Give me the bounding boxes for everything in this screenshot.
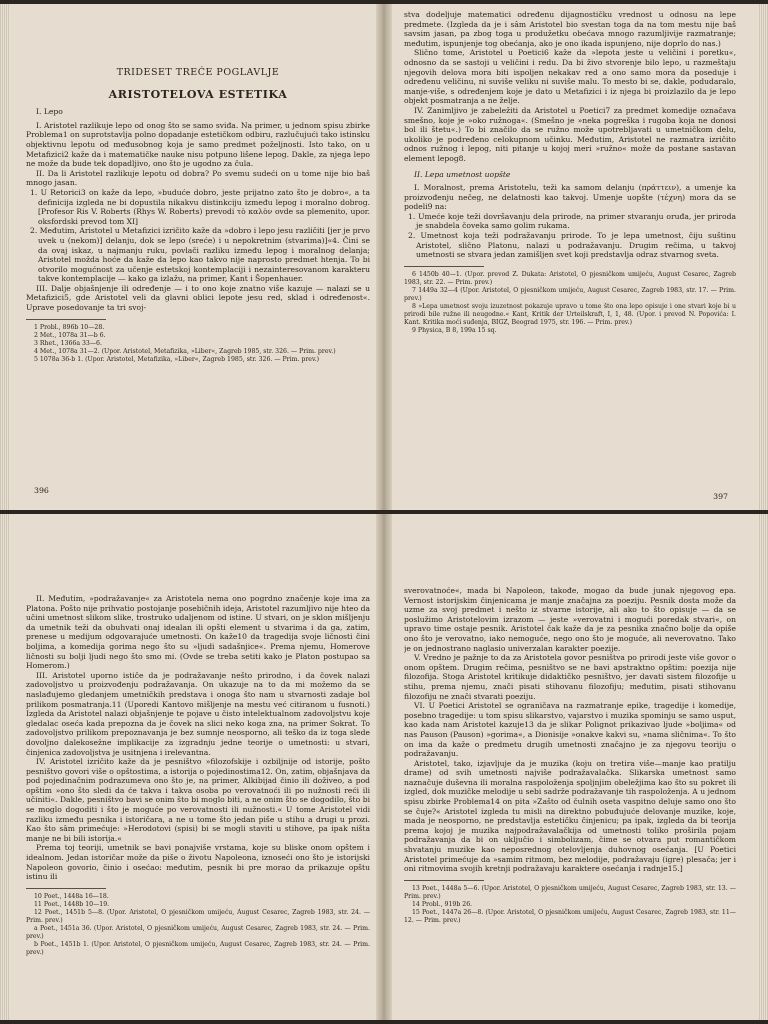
footnotes bbox=[26, 893, 370, 957]
paragraph: IV. Aristotel izričito kaže da je pesništvo »filozofskije i ozbiljnije od istorije, pošto pesništvo govori više o opštostima, a istorija o pojedinostima12. On, zatim, objašnjava da pod pojedinačnim podrazumeva ono što je, na primer, Alkibijad činio ili doživeo, a pod opštim »ono što sledi da će takva i takva osoba po verovatnoći ili po nužnosti reći ili učiniti«. Dakle, pesništvo bavi se onim što bi moglo biti, a ne onim što se dogodilo, što bi se moglo dogoditi i što je moguće po verovatnosti ili nužnosti.« U tome Aristotel vidi razliku između pesnika i istoričara, a ne u tome što jedan piše u stihu a drugi u prozi. Kao što sâm primećuje: »Herodotovi (spisi) bi se mogli staviti u stihove, pa ipak ništa manje ne bi bili istorija.« bbox=[26, 757, 370, 843]
page-399 bbox=[404, 586, 736, 1020]
footnote: 3 Rhet., 1366a 33—6. bbox=[34, 339, 102, 347]
paragraph: Slično tome, Aristotel u Poetici6 kaže da »lepota jeste u veličini i poretku«, odnosno da se sastoji u veličini i redu. Da bi živo stvorenje bilo lepo, u razmeštaju njegovih delova mora biti ispoljen nekakav red a ono samo mora da poseduje i određenu veličinu, ni suviše veliku ni suviše malu. To mesto bi se, dakle, podudaralo, manje-više, s određenjem koje je dato u Metafizici i iz njega bi proizlazilo da je lepo objekt posmatranja a ne želje. bbox=[404, 48, 736, 106]
footnote: 1 Probl., 896b 10—28. bbox=[34, 323, 105, 331]
page-edges-left bbox=[0, 4, 10, 510]
footnotes bbox=[26, 324, 370, 364]
paragraph: sverovatnoće«, mada bi Napoleon, takođe, mogao da bude junak njegovog epa. Vernost istorijskim činjenicama je manje značajna za poeziju. Pesnik dosta može da uzme za svoj predmet i nešto iz stvarne istorije, ali ako to što opisuje — da se poslužimo Aristotelovim izrazom — jeste »verovatni i mogući poredak stvari«, on upravo time ostaje pesnik. Aristotel čak kaže da je za pesnika značno bolje da opiše ono što je verovatno, iako nemoguće, nego ono što je moguće, ali neverovatno. Tako je on jednostrano naglasio univerzalan karakter poezije. bbox=[404, 586, 736, 653]
paragraph: V. Vredno je pažnje to da za Aristotela govor pesništva po prirodi jeste više govor o onom opštem. Drugim rečima, pesništvo se ne bavi apstraktno opštim: poezija nije filozofija. Stoga Aristotel kritikuje didaktičko pesništvo, jer davati sistem filozofije u stihu, prema njemu, znači pisati stihovanu filozofiju; međutim, pisati stihovanu filozofiju ne znači stvarati poeziju. bbox=[404, 653, 736, 701]
bottom-spread bbox=[0, 514, 768, 1020]
page-397 bbox=[404, 10, 736, 510]
paragraph: Aristotel, tako, izjavljuje da je muzika (koju on tretira više—manje kao pratilju drame) od svih umetnosti najviše podražavalačka. Slikarska umetnost samo naznačuje duševna ili moralna raspoloženja spoljnjim obeležjima kao što su pokret ili izgled, dok muzičke melodije u sebi sadrže podražavanje tih raspoloženja. A u jednom spisu zbirke Problema14 on pita »Zašto od čulnih oseta vaspitno deluje samo ono što se čuje?« Aristotel izgleda tu misli na direktno pobuđujuće delovanje muzike, koje, mada je neosporno, ne predstavlja estetičku činjenicu; pa ipak, izgleda da bi teorija prema kojoj je muzika najpodražavalačkija od umetnosti toliko proširila pojam podražavanja da bi on uključio i simbolizam, čime se otvara put romantičkom shvatanju muzike kao neposrednog otelovljenja duhovnog osećanja. [U Poetici Aristotel primećuje da »samim ritmom, bez melodije, podražavaju (igre) plesača; jer i oni ritmovima svojih kretnji podražavaju karaktere osećanja i radnje15.] bbox=[404, 758, 736, 874]
list-item: 1. Umeće koje teži dovršavanju dela prirode, na primer stvaranju oruđa, jer priroda je snabdela čoveka samo golim rukama. bbox=[408, 211, 736, 231]
section-heading: I. Lepo bbox=[36, 107, 63, 117]
paragraph: II. Da li Aristotel razlikuje lepotu od dobra? Po svemu sudeći on u tome nije bio baš mnogo jasan. bbox=[26, 168, 370, 188]
paragraph: III. Aristotel uporno ističe da je podražavanje nešto prirodno, i da čovek nalazi zadovoljstvo u proizvođenju podražavanja. On ukazuje na to da mi možemo da se naslađujemo gledanjem umetničkih predstava i onoga što nam u stvarnosti zadaje bol prilikom posmatranja.11 (Uporedi Kantovo mišljenje na mestu već citiranom u fusnoti.) Izgleda da Aristotel nalazi objašnjenje te pojave u čisto intelektualnom zadovoljstvu koje gledalac oseća kada prepozna da je čovek na slici neko koga zna, na primer Sokrat. To zadovoljstvo prilikom prepoznavanja je bez sumnje neosporno, ali teško da iz toga slede dovoljno dalekosežne implikacije za izgradnju jedne teorije o umetnosti: u stvari, činjenica zadovoljstva je usitnjena i irelevantna. bbox=[26, 670, 370, 757]
paragraph: I. Aristotel razlikuje lepo od onog što se samo sviđa. Na primer, u jednom spisu zbirke Problema1 on suprotstavlja polno dopadanje estetičkom odbiru, razlučujući tako istinsku objektivnu lepotu od međusobnog koja je samo predmet poželjnosti. Isto tako, on u Metafizici2 kaže da i matematičke nauke nisu potpuno lišene lepog. Dakle, za njega lepo ne može da bude tek dopadljivo, ono što je ugodno za čula. bbox=[26, 120, 370, 169]
numbered-list bbox=[26, 188, 370, 284]
paragraph: VI. U Poetici Aristotel se ograničava na razmatranje epike, tragedije i komedije, posebno tragedije: u tom spisu slikarstvo, vajarstvo i muzika spominju se samo usput, kao kada nam Aristotel kazuje13 da je slikar Polignot prikazivao ljude »boljima« od nas Pauson (Pauson) »gorima«, a Dionisije »onakve kakvi su, »nama sličnima«. To što on ima da kaže o predmetu drugih umetnosti značajno je za njegovu teoriju o podražavanju. bbox=[404, 701, 736, 759]
footnote: 9 Physica, B 8, 199a 15 sq. bbox=[412, 326, 497, 334]
footnote: b Poet., 1451b 1. (Upor. Aristotel, O pjesničkom umijeću, August Cesarec, Zagreb 1983, str. 24. — Prim. prev.) bbox=[26, 940, 370, 956]
footnote: 15 Poet., 1447a 26—8. (Upor. Aristotel, O pjesničkom umijeću, August Cesarec, Zagreb 1983, str. 11—12. — Prim. prev.) bbox=[404, 908, 736, 924]
footnote: 5 1078a 36-b 1. (Upor. Aristotel, Metafizika, »Liber«, Zagreb 1985, str. 326. — Prim. prev.) bbox=[34, 355, 320, 363]
chapter-title: ARISTOTELOVA ESTETIKA bbox=[108, 87, 288, 101]
footnotes bbox=[404, 271, 736, 335]
footnote: a Poet., 1451a 36. (Upor. Aristotel, O pjesničkom umijeću, August Cesarec, Zagreb 1983, str. 24. — Prim. prev.) bbox=[26, 924, 370, 940]
footnote-rule bbox=[404, 266, 484, 267]
paragraph: II. Međutim, »podražavanje« za Aristotela nema ono pogrdno značenje koje ima za Platona. Pošto nije prihvatio postojanje posebičnih ideja, Aristotel razumljivo nije hteo da učini umetnost slikom slike, trostruko udaljenom od istine. U stvari, on je sklon mišljenju da umetnik teži da obuhvati onaj idealan ili opšti element u stvarima i da ga, zatim, prenese u medijum odgovarajuće umetnosti. On kaže10 da tragedija svoje ličnosti čini boljima, a komedija gorima nego što su »ljudi sadašnjice«. Prema njemu, Homerove ličnosti su bolji ljudi nego što smo mi. (Ovde se treba setiti kako je Platon postupao sa Homerom.) bbox=[26, 594, 370, 671]
footnote-rule bbox=[26, 319, 106, 320]
list-item: 2. Međutim, Aristotel u Metafizici izričito kaže da »dobro i lepo jesu različiti [jer je prvo uvek u (nekom)] delanju, dok se lepo (sreće) i u nepokretnim (stvarima)]«4. Čini se da ovaj iskaz, u najmanju ruku, povlači razliku između lepog i moralnog delanja; Aristotel možda hoće da kaže da lepo kao takvo nije naprosto predmet htenja. To bi otvorilo mogućnost za učenje estetskoj kontemplaciji i nezainteresovanom karakteru takve kontemplacije — kako ga izlažu, na primer, Kant i Šopenhauer. bbox=[30, 226, 370, 284]
book-gutter bbox=[376, 4, 392, 510]
footnotes bbox=[404, 885, 736, 925]
footnote: 6 1450b 40—1. (Upor. prevod Z. Dukata: Aristotel, O pjesničkom umijeću, August Cesarec, Zagreb 1983, str. 22. — Prim. prev.) bbox=[404, 270, 736, 286]
numbered-list bbox=[404, 212, 736, 260]
page-398 bbox=[26, 594, 370, 1020]
top-spread bbox=[0, 4, 768, 510]
footnote-rule bbox=[404, 880, 484, 881]
paragraph: Prema toj teoriji, umetnik se bavi ponajviše vrstama, koje su bliske onom opštem i idealnom. Jedan istoričar može da piše o životu Napoleona, iznoseći ono što je istorijski Napoleon govorio, činio i osećao: međutim, pesnik bi pre morao da prikazuje opštu istinu ili bbox=[26, 843, 370, 882]
page-edges-right bbox=[758, 514, 768, 1020]
paragraph: stva dodeljuje matematici određenu dijagnostičku vrednost u odnosu na lepe predmete. (Izgleda da je i sâm Aristotel bio svestan toga da na tom mestu nije baš savsim jasan, pa zbog toga u produžetku obećava mnogo razumljivije razmatranje; međutim, ispunjenje tog obećanja, ako je ono ikada ispunjeno, nije doprlo do nas.) bbox=[404, 10, 736, 48]
footnote: 10 Poet., 1448a 16—18. bbox=[34, 892, 109, 900]
footnote: 2 Met., 1078a 31—b 6. bbox=[34, 331, 106, 339]
footnote-rule bbox=[26, 888, 106, 889]
book-gutter bbox=[376, 514, 392, 1020]
list-item: 2. Umetnost koja teži podražavanju prirode. To je lepa umetnost, čiju suštinu Aristotel, slično Platonu, nalazi u podražavanju. Drugim rečima, u takvoj umetnosti se stvara jedan zamišljen svet koji predstavlja odraz stvarnog sveta. bbox=[408, 231, 736, 260]
footnote: 4 Met., 1078a 31—2. (Upor. Aristotel, Metafizika, »Liber«, Zagreb 1985, str. 326. — Prim. prev.) bbox=[34, 347, 336, 355]
paragraph: IV. Zanimljivo je zabeležiti da Aristotel u Poetici7 za predmet komedije označava smešno, koje je »oko ružnoga«. (Smešno je »neka pogreška i rugoba koja ne donosi bol ili štetu«.) To bi značilo da se ružno može upotrebljavati u umetničkom delu, ukoliko je podređeno celokupnom učinku. Međutim, Aristotel ne razmatra izričito odnos ružnog i lepog, niti pitanje u kojoj meri »ružno« može da postane sastavan element lepog8. bbox=[404, 105, 736, 163]
page-396 bbox=[26, 4, 370, 510]
page-number: 397 bbox=[713, 492, 728, 502]
footnote: 13 Poet., 1448a 5—6. (Upor. Aristotel, O pjesničkom umijeću, August Cesarec, Zagreb 1983, str. 13. — Prim. prev.) bbox=[404, 884, 736, 900]
list-item: 1. U Retorici3 on kaže da lepo, »buduće dobro, jeste prijatno zato što je dobro«, a ta definicija izgleda ne bi dopustila nikakvu distinkciju između lepog i moralno dobrog. [Profesor Ris V. Roberts (Rhys W. Roberts) prevodi τὸ καλὸν ovde sa plemenito, upor. oksfordski prevod tom XI] bbox=[30, 187, 370, 226]
page-edges-left bbox=[0, 514, 10, 1020]
footnote: 7 1449a 32—4 (Upor. Aristotel, O pjesničkom umijeću, August Cesarec, Zagreb 1983, str. 17. — Prim. prev.) bbox=[404, 286, 736, 302]
footnote: 11 Poet., 1448b 10—19. bbox=[34, 900, 110, 908]
page-edges-right bbox=[758, 4, 768, 510]
chapter-heading: TRIDESET TREĆE POGLAVLJE bbox=[116, 67, 280, 78]
footnote: 12 Poet., 1451b 5—8. (Upor. Aristotel, O pjesničkom umijeću, August Cesarec, Zagreb 1983, str. 24. — Prim. prev.) bbox=[26, 908, 370, 924]
paragraph: I. Moralnost, prema Aristotelu, teži ka samom delanju (πράττειν), a umenje ka proizvođenju nečeg, ne delatnosti kao takvoj. Umenje uopšte (τέχνη) mora da se podeli9 na: bbox=[404, 183, 736, 212]
section-heading: II. Lepa umetnost uopšte bbox=[414, 169, 511, 179]
footnote: 8 »Lepa umetnost svoju izuzetnost pokazuje upravo u tome što ona lepo opisuje i one stvari koje bi u prirodi bile ružne ili neugodne.« Kant, Kritik der Urteilskraft, I, 1, 48. (Upor. i prevod N. Popovića: I. Kant. Kritika moći suđenja, BIGZ, Beograd 1975, str. 196. — Prim. prev.) bbox=[404, 302, 736, 326]
footnote: 14 Probl., 919b 26. bbox=[412, 900, 473, 908]
paragraph: III. Dalje objašnjenje ili određenje — i to ono koje znatno više kazuje — nalazi se u Metafizici5, gde Aristotel veli da glavni oblici lepote jesu red, sklad i određenost«. Uprave posedovanje ta tri svoj- bbox=[26, 283, 370, 313]
page-number: 396 bbox=[34, 486, 49, 496]
